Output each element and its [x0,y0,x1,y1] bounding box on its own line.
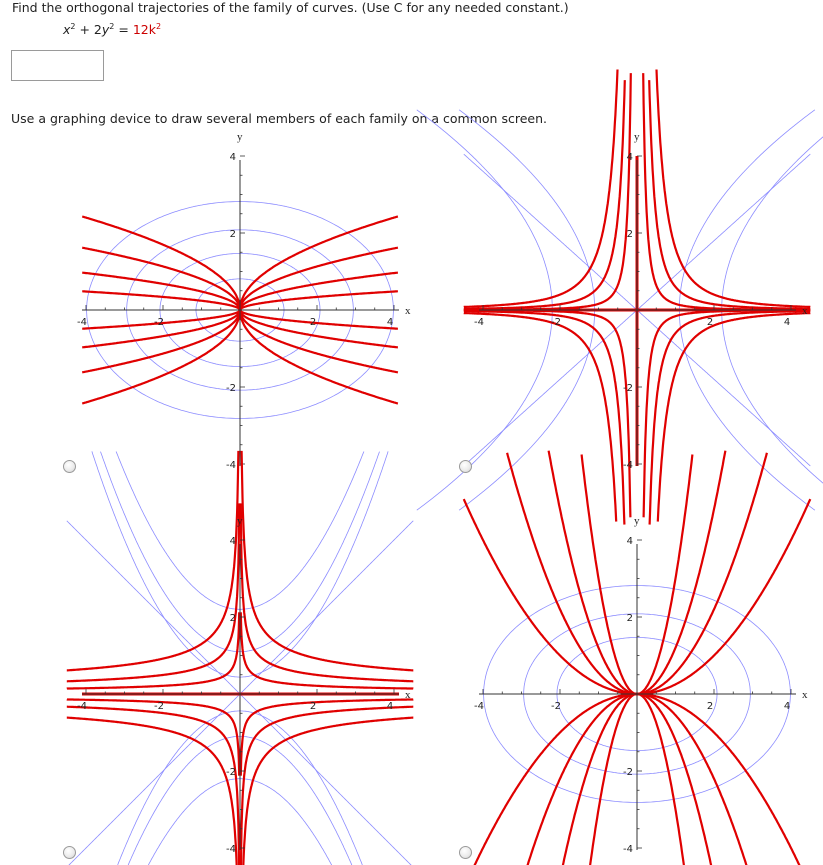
x-tick-label: -2 [551,701,561,712]
x-axis-label: x [405,689,411,701]
y-tick-label: -4 [623,460,633,471]
y-tick-label: 4 [229,536,236,547]
trajectory-curve [243,718,414,865]
x-tick-label: -2 [551,317,561,328]
x-tick-label: 2 [706,317,714,328]
eq-sq-2: 2 [109,22,115,31]
trajectory-curve [644,310,811,517]
trajectory-curve [242,451,414,671]
plot-option-d [459,510,809,855]
y-tick-label: 2 [626,613,633,624]
y-tick-label: 2 [626,229,633,240]
x-tick-label: 2 [309,317,317,328]
answer-input[interactable] [11,50,104,81]
trajectory-curve [241,503,413,681]
x-tick-label: 4 [386,317,394,328]
radio-option-d[interactable] [459,846,472,859]
radio-option-a[interactable] [63,460,76,473]
y-tick-label: -4 [623,844,633,855]
trajectory-curve [658,313,811,522]
plot-svg [62,510,412,855]
plot-option-b [459,126,809,471]
trajectory-curve [67,718,238,865]
trajectory-curve [649,80,810,309]
trajectory-curve [67,451,239,671]
instruction-text: Use a graphing device to draw several members of each family on a common screen. [11,111,547,126]
y-tick-label: 4 [626,152,633,163]
y-tick-label: 2 [229,229,236,240]
y-tick-label: 4 [229,152,236,163]
x-tick-label: -4 [474,317,484,328]
x-tick-label: 4 [783,317,791,328]
plot-svg [459,510,809,855]
eq-plus: + 2 [79,22,102,38]
eq-x: x [63,22,71,38]
y-tick-label: -2 [226,767,236,778]
trajectory-curve [67,503,239,681]
x-tick-label: -2 [154,317,164,328]
eq-sq-3: 2 [156,22,162,31]
x-tick-label: 4 [783,701,791,712]
plot-svg [459,126,809,471]
y-tick-label: -2 [623,383,633,394]
y-axis-label: y [237,131,243,143]
curve-equation [63,22,161,37]
eq-rhs [133,22,161,37]
trajectory-curve [464,310,631,517]
eq-y: y [101,22,110,38]
x-axis-label: x [802,689,808,701]
x-tick-label: -4 [474,701,484,712]
y-tick-label: -2 [623,767,633,778]
x-tick-label: 4 [386,701,394,712]
plot-option-a [62,126,412,471]
radio-option-c[interactable] [63,846,76,859]
eq-equals: = [118,22,129,38]
y-tick-label: 4 [626,536,633,547]
x-axis-label: x [405,305,411,317]
y-axis-label: y [634,131,640,143]
x-tick-label: -4 [77,701,87,712]
y-axis-label: y [237,515,243,527]
y-tick-label: -2 [226,383,236,394]
y-tick-label: 2 [229,613,236,624]
y-axis-label: y [634,515,640,527]
y-tick-label: -4 [226,844,236,855]
x-tick-label: 2 [706,701,714,712]
x-axis-label: x [802,305,808,317]
trajectory-curve [464,313,616,522]
radio-option-b[interactable] [459,460,472,473]
x-tick-label: -2 [154,701,164,712]
y-tick-label: -4 [226,460,236,471]
question-text: Find the orthogonal trajectories of the family of curves. (Use C for any needed constant.) [12,0,569,15]
plot-svg [62,126,412,471]
x-tick-label: -4 [77,317,87,328]
x-tick-label: 2 [309,701,317,712]
eq-rhs-base: 12k [132,22,156,38]
eq-sq-1: 2 [70,22,76,31]
plot-option-c [62,510,412,855]
